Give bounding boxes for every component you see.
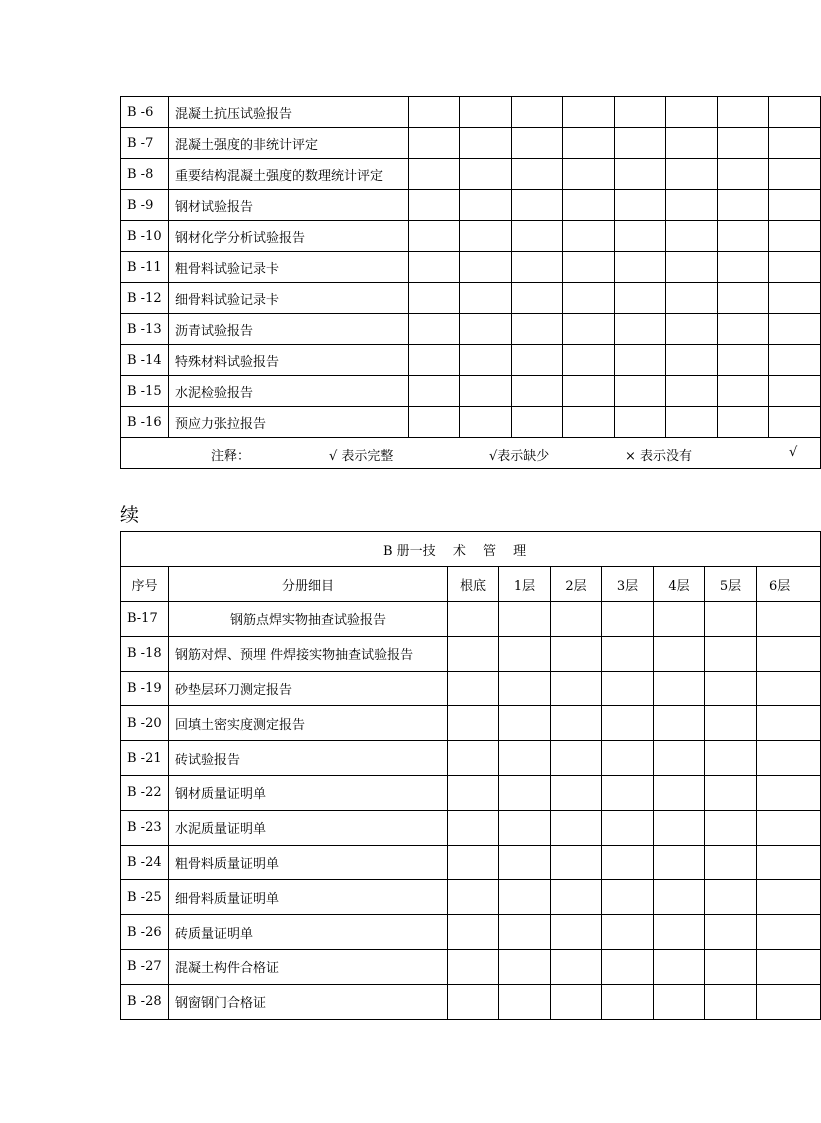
- check-cell[interactable]: [769, 252, 821, 283]
- check-cell[interactable]: [448, 949, 499, 984]
- check-cell[interactable]: [512, 345, 563, 376]
- check-cell[interactable]: [705, 636, 757, 671]
- check-cell[interactable]: [448, 602, 499, 637]
- header-item: 分册细目: [169, 567, 448, 602]
- check-cell[interactable]: [615, 345, 666, 376]
- continued-label: 续: [120, 504, 140, 526]
- check-cell[interactable]: [602, 810, 654, 845]
- technical-records-table-part2: [120, 531, 821, 1020]
- legend-extra: √: [789, 445, 798, 460]
- check-cell[interactable]: [409, 407, 460, 438]
- check-cell[interactable]: [551, 602, 602, 637]
- check-cell[interactable]: [718, 314, 769, 345]
- check-cell[interactable]: [563, 252, 615, 283]
- check-cell[interactable]: [499, 741, 551, 776]
- row-code: B -8: [121, 159, 169, 190]
- check-cell[interactable]: [615, 407, 666, 438]
- check-cell[interactable]: [551, 984, 602, 1019]
- check-cell[interactable]: [757, 706, 821, 741]
- check-cell[interactable]: [409, 252, 460, 283]
- check-cell[interactable]: [512, 128, 563, 159]
- check-cell[interactable]: [551, 880, 602, 915]
- check-cell[interactable]: [769, 159, 821, 190]
- check-cell[interactable]: [654, 810, 705, 845]
- row-name: 回填土密实度测定报告: [169, 706, 448, 741]
- check-cell[interactable]: [499, 636, 551, 671]
- check-cell[interactable]: [769, 407, 821, 438]
- check-cell[interactable]: [705, 810, 757, 845]
- table-row: [121, 407, 821, 438]
- check-cell[interactable]: [757, 671, 821, 706]
- check-cell[interactable]: [409, 128, 460, 159]
- check-cell[interactable]: [409, 221, 460, 252]
- check-cell[interactable]: [602, 775, 654, 810]
- check-cell[interactable]: [705, 845, 757, 880]
- check-cell[interactable]: [512, 252, 563, 283]
- table-title-row: [121, 532, 821, 567]
- check-cell[interactable]: [654, 915, 705, 950]
- check-cell[interactable]: [757, 949, 821, 984]
- check-cell[interactable]: [757, 984, 821, 1019]
- header-foundation: 根底: [448, 567, 499, 602]
- check-cell[interactable]: [602, 602, 654, 637]
- table-row: [121, 97, 821, 128]
- check-cell[interactable]: [563, 345, 615, 376]
- table-row: [121, 314, 821, 345]
- check-cell[interactable]: [769, 221, 821, 252]
- check-cell[interactable]: [769, 283, 821, 314]
- check-cell[interactable]: [615, 128, 666, 159]
- check-cell[interactable]: [705, 775, 757, 810]
- check-cell[interactable]: [666, 159, 718, 190]
- table-row: [121, 221, 821, 252]
- check-cell[interactable]: [615, 252, 666, 283]
- check-cell[interactable]: [409, 314, 460, 345]
- table-row: [121, 880, 821, 915]
- table-row: [121, 345, 821, 376]
- check-cell[interactable]: [551, 915, 602, 950]
- row-code: B -6: [121, 97, 169, 128]
- check-cell[interactable]: [551, 949, 602, 984]
- legend-none: × 表示没有: [625, 449, 693, 464]
- check-cell[interactable]: [718, 221, 769, 252]
- row-name: 水泥检验报告: [169, 376, 409, 407]
- check-cell[interactable]: [705, 915, 757, 950]
- row-code: B-17: [121, 602, 169, 637]
- row-name: 混凝土抗压试验报告: [169, 97, 409, 128]
- table-row: [121, 671, 821, 706]
- check-cell[interactable]: [654, 949, 705, 984]
- check-cell[interactable]: [499, 671, 551, 706]
- table1-body: [121, 97, 821, 469]
- check-cell[interactable]: [563, 283, 615, 314]
- check-cell[interactable]: [654, 741, 705, 776]
- check-cell[interactable]: [718, 283, 769, 314]
- check-cell[interactable]: [615, 314, 666, 345]
- check-cell[interactable]: [705, 984, 757, 1019]
- header-floor-2: 2层: [551, 567, 602, 602]
- table-row: [121, 810, 821, 845]
- check-cell[interactable]: [602, 706, 654, 741]
- legend-complete: √ 表示完整: [329, 449, 394, 464]
- check-cell[interactable]: [602, 741, 654, 776]
- header-row: [121, 567, 821, 602]
- check-cell[interactable]: [602, 636, 654, 671]
- check-cell[interactable]: [551, 636, 602, 671]
- check-cell[interactable]: [563, 221, 615, 252]
- check-cell[interactable]: [512, 407, 563, 438]
- check-cell[interactable]: [757, 775, 821, 810]
- row-code: B -18: [121, 636, 169, 671]
- check-cell[interactable]: [563, 407, 615, 438]
- check-cell[interactable]: [448, 741, 499, 776]
- check-cell[interactable]: [602, 984, 654, 1019]
- check-cell[interactable]: [499, 984, 551, 1019]
- check-cell[interactable]: [666, 128, 718, 159]
- check-cell[interactable]: [615, 283, 666, 314]
- header-floor-1: 1层: [499, 567, 551, 602]
- check-cell[interactable]: [654, 775, 705, 810]
- check-cell[interactable]: [718, 376, 769, 407]
- check-cell[interactable]: [448, 915, 499, 950]
- check-cell[interactable]: [666, 283, 718, 314]
- check-cell[interactable]: [460, 283, 512, 314]
- row-code: B -14: [121, 345, 169, 376]
- check-cell[interactable]: [654, 636, 705, 671]
- check-cell[interactable]: [460, 314, 512, 345]
- row-name: 钢材质量证明单: [169, 775, 448, 810]
- check-cell[interactable]: [602, 671, 654, 706]
- row-code: B -24: [121, 845, 169, 880]
- check-cell[interactable]: [563, 97, 615, 128]
- row-name: 砂垫层环刀测定报告: [169, 671, 448, 706]
- row-name: 预应力张拉报告: [169, 407, 409, 438]
- check-cell[interactable]: [563, 314, 615, 345]
- check-cell[interactable]: [448, 845, 499, 880]
- check-cell[interactable]: [757, 741, 821, 776]
- check-cell[interactable]: [769, 128, 821, 159]
- header-floor-4: 4层: [654, 567, 705, 602]
- check-cell[interactable]: [666, 252, 718, 283]
- check-cell[interactable]: [409, 190, 460, 221]
- check-cell[interactable]: [499, 880, 551, 915]
- check-cell[interactable]: [563, 190, 615, 221]
- row-name: 砖质量证明单: [169, 915, 448, 950]
- check-cell[interactable]: [602, 915, 654, 950]
- table-row: [121, 283, 821, 314]
- table-row: [121, 845, 821, 880]
- check-cell[interactable]: [666, 314, 718, 345]
- check-cell[interactable]: [448, 775, 499, 810]
- row-code: B -25: [121, 880, 169, 915]
- check-cell[interactable]: [615, 376, 666, 407]
- check-cell[interactable]: [551, 706, 602, 741]
- table-row: [121, 128, 821, 159]
- check-cell[interactable]: [602, 880, 654, 915]
- row-name: 钢筋点焊实物抽查试验报告: [169, 602, 448, 637]
- row-name: 砖试验报告: [169, 741, 448, 776]
- check-cell[interactable]: [499, 775, 551, 810]
- check-cell[interactable]: [654, 845, 705, 880]
- check-cell[interactable]: [705, 880, 757, 915]
- row-code: B -23: [121, 810, 169, 845]
- check-cell[interactable]: [512, 190, 563, 221]
- table-row: [121, 602, 821, 637]
- check-cell[interactable]: [654, 602, 705, 637]
- check-cell[interactable]: [409, 376, 460, 407]
- check-cell[interactable]: [563, 159, 615, 190]
- table-row: [121, 741, 821, 776]
- check-cell[interactable]: [551, 741, 602, 776]
- check-cell[interactable]: [409, 159, 460, 190]
- table-row: [121, 949, 821, 984]
- check-cell[interactable]: [460, 221, 512, 252]
- check-cell[interactable]: [460, 97, 512, 128]
- table-row: [121, 775, 821, 810]
- row-name: 粗骨料质量证明单: [169, 845, 448, 880]
- check-cell[interactable]: [448, 706, 499, 741]
- check-cell[interactable]: [705, 706, 757, 741]
- check-cell[interactable]: [718, 252, 769, 283]
- check-cell[interactable]: [654, 671, 705, 706]
- check-cell[interactable]: [769, 345, 821, 376]
- check-cell[interactable]: [512, 283, 563, 314]
- row-code: B -19: [121, 671, 169, 706]
- check-cell[interactable]: [512, 159, 563, 190]
- check-cell[interactable]: [499, 602, 551, 637]
- row-code: B -16: [121, 407, 169, 438]
- check-cell[interactable]: [551, 810, 602, 845]
- check-cell[interactable]: [460, 407, 512, 438]
- check-cell[interactable]: [666, 221, 718, 252]
- check-cell[interactable]: [705, 949, 757, 984]
- check-cell[interactable]: [460, 190, 512, 221]
- check-cell[interactable]: [448, 984, 499, 1019]
- check-cell[interactable]: [718, 190, 769, 221]
- check-cell[interactable]: [769, 97, 821, 128]
- check-cell[interactable]: [769, 190, 821, 221]
- check-cell[interactable]: [448, 671, 499, 706]
- row-name: 沥青试验报告: [169, 314, 409, 345]
- check-cell[interactable]: [512, 97, 563, 128]
- row-code: B -10: [121, 221, 169, 252]
- legend-missing: √表示缺少: [489, 449, 550, 464]
- check-cell[interactable]: [757, 915, 821, 950]
- check-cell[interactable]: [448, 880, 499, 915]
- check-cell[interactable]: [409, 97, 460, 128]
- check-cell[interactable]: [409, 345, 460, 376]
- check-cell[interactable]: [705, 741, 757, 776]
- check-cell[interactable]: [615, 221, 666, 252]
- check-cell[interactable]: [499, 845, 551, 880]
- row-code: B -21: [121, 741, 169, 776]
- check-cell[interactable]: [666, 376, 718, 407]
- row-name: 特殊材料试验报告: [169, 345, 409, 376]
- table-row: [121, 190, 821, 221]
- check-cell[interactable]: [654, 984, 705, 1019]
- check-cell[interactable]: [615, 97, 666, 128]
- check-cell[interactable]: [757, 880, 821, 915]
- row-name: 钢窗钢门合格证: [169, 984, 448, 1019]
- row-name: 钢材化学分析试验报告: [169, 221, 409, 252]
- check-cell[interactable]: [551, 845, 602, 880]
- check-cell[interactable]: [718, 345, 769, 376]
- check-cell[interactable]: [448, 810, 499, 845]
- row-code: B -7: [121, 128, 169, 159]
- row-code: B -9: [121, 190, 169, 221]
- check-cell[interactable]: [460, 252, 512, 283]
- check-cell[interactable]: [512, 221, 563, 252]
- row-name: 粗骨料试验记录卡: [169, 252, 409, 283]
- row-name: 细骨料试验记录卡: [169, 283, 409, 314]
- check-cell[interactable]: [460, 159, 512, 190]
- check-cell[interactable]: [654, 706, 705, 741]
- table-row: [121, 252, 821, 283]
- row-code: B -26: [121, 915, 169, 950]
- table-row: [121, 706, 821, 741]
- row-name: 钢材试验报告: [169, 190, 409, 221]
- check-cell[interactable]: [512, 314, 563, 345]
- table-row: [121, 376, 821, 407]
- check-cell[interactable]: [718, 128, 769, 159]
- header-seq: 序号: [121, 567, 169, 602]
- check-cell[interactable]: [769, 314, 821, 345]
- row-name: 细骨料质量证明单: [169, 880, 448, 915]
- check-cell[interactable]: [666, 407, 718, 438]
- check-cell[interactable]: [615, 159, 666, 190]
- check-cell[interactable]: [551, 775, 602, 810]
- row-name: 混凝土强度的非统计评定: [169, 128, 409, 159]
- check-cell[interactable]: [563, 128, 615, 159]
- check-cell[interactable]: [757, 845, 821, 880]
- check-cell[interactable]: [563, 376, 615, 407]
- table-row: [121, 984, 821, 1019]
- check-cell[interactable]: [460, 376, 512, 407]
- row-name: 混凝土构件合格证: [169, 949, 448, 984]
- header-floor-5: 5层: [705, 567, 757, 602]
- row-code: B -20: [121, 706, 169, 741]
- legend-label: 注释：: [211, 449, 251, 464]
- check-cell[interactable]: [499, 915, 551, 950]
- check-cell[interactable]: [602, 845, 654, 880]
- table-row: [121, 636, 821, 671]
- check-cell[interactable]: [499, 949, 551, 984]
- check-cell[interactable]: [757, 602, 821, 637]
- row-code: B -28: [121, 984, 169, 1019]
- legend-cell: [121, 438, 821, 469]
- row-code: B -11: [121, 252, 169, 283]
- legend-row: [121, 438, 821, 469]
- row-code: B -15: [121, 376, 169, 407]
- header-floor-6: 6层: [757, 567, 821, 602]
- check-cell[interactable]: [705, 602, 757, 637]
- check-cell[interactable]: [460, 345, 512, 376]
- check-cell[interactable]: [512, 376, 563, 407]
- table-title: B 册一技 术 管 理: [121, 532, 821, 567]
- check-cell[interactable]: [499, 810, 551, 845]
- check-cell[interactable]: [718, 159, 769, 190]
- check-cell[interactable]: [769, 376, 821, 407]
- check-cell[interactable]: [448, 636, 499, 671]
- table-row: [121, 915, 821, 950]
- check-cell[interactable]: [666, 97, 718, 128]
- check-cell[interactable]: [718, 97, 769, 128]
- table-row: [121, 159, 821, 190]
- row-code: B -12: [121, 283, 169, 314]
- check-cell[interactable]: [757, 636, 821, 671]
- row-name: 水泥质量证明单: [169, 810, 448, 845]
- row-code: B -27: [121, 949, 169, 984]
- check-cell[interactable]: [654, 880, 705, 915]
- check-cell[interactable]: [409, 283, 460, 314]
- row-name: 重要结构混凝土强度的数理统计评定: [169, 159, 409, 190]
- check-cell[interactable]: [705, 671, 757, 706]
- check-cell[interactable]: [615, 190, 666, 221]
- check-cell[interactable]: [602, 949, 654, 984]
- check-cell[interactable]: [666, 345, 718, 376]
- check-cell[interactable]: [718, 407, 769, 438]
- row-code: B -13: [121, 314, 169, 345]
- technical-records-table-part1: [120, 96, 821, 469]
- check-cell[interactable]: [499, 706, 551, 741]
- check-cell[interactable]: [757, 810, 821, 845]
- check-cell[interactable]: [551, 671, 602, 706]
- row-name: 钢筋对焊、预埋 件焊接实物抽查试验报告: [169, 636, 448, 671]
- check-cell[interactable]: [460, 128, 512, 159]
- check-cell[interactable]: [666, 190, 718, 221]
- row-code: B -22: [121, 775, 169, 810]
- header-floor-3: 3层: [602, 567, 654, 602]
